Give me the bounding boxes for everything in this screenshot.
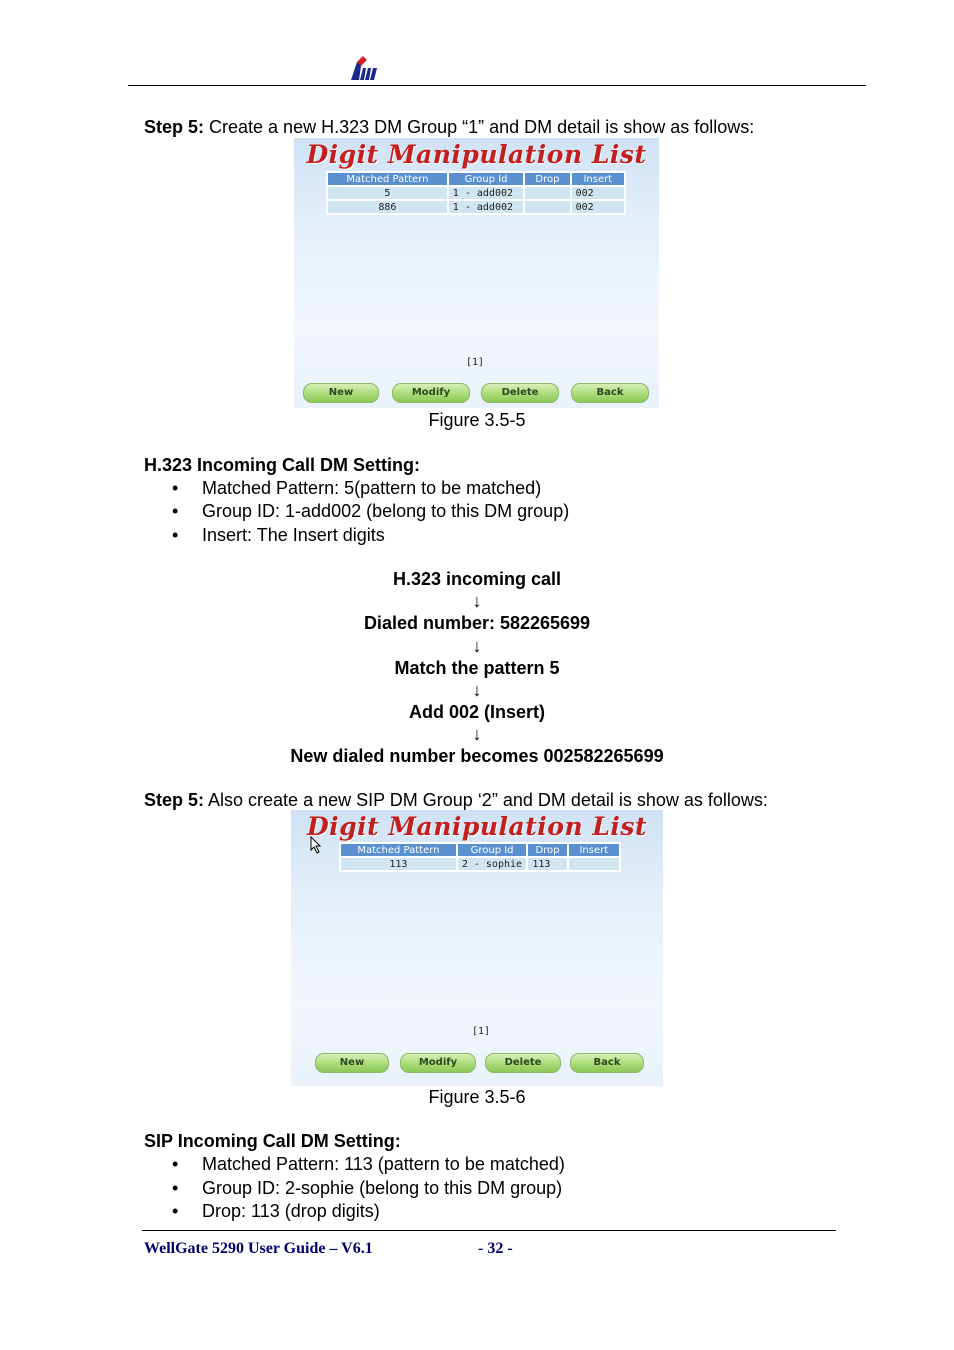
cell-matched-pattern[interactable]: 113 bbox=[340, 857, 457, 871]
list-item: • Insert: The Insert digits bbox=[172, 525, 385, 545]
table-header-row bbox=[327, 172, 625, 186]
col-group-id[interactable]: Group Id bbox=[448, 172, 525, 186]
header-rule bbox=[128, 85, 866, 86]
dm-list-screenshot-h323 bbox=[294, 138, 659, 408]
col-drop[interactable]: Drop bbox=[524, 172, 570, 186]
col-group-id[interactable]: Group Id bbox=[457, 843, 528, 857]
list-item: • Matched Pattern: 113 (pattern to be matched) bbox=[172, 1154, 565, 1174]
down-arrow-icon: ↓ bbox=[472, 680, 482, 700]
figure-caption: Figure 3.5-6 bbox=[428, 1087, 526, 1107]
step5-intro-h323 bbox=[144, 116, 754, 138]
flow-step: Add 002 (Insert) bbox=[408, 702, 546, 722]
table-header-row bbox=[340, 843, 620, 857]
new-button[interactable]: New bbox=[303, 383, 379, 403]
col-matched-pattern[interactable]: Matched Pattern bbox=[340, 843, 457, 857]
cell-matched-pattern[interactable]: 5 bbox=[327, 186, 448, 200]
cell-group-id[interactable]: 1 - add002 bbox=[448, 200, 525, 214]
col-insert[interactable]: Insert bbox=[571, 172, 625, 186]
pagination[interactable]: [1] bbox=[466, 357, 485, 368]
dm-table bbox=[339, 842, 621, 872]
cell-drop[interactable] bbox=[524, 200, 570, 214]
footer-rule bbox=[142, 1230, 836, 1231]
col-insert[interactable]: Insert bbox=[568, 843, 620, 857]
flow-step: Dialed number: 582265699 bbox=[363, 613, 591, 633]
list-item: • Group ID: 1-add002 (belong to this DM group) bbox=[172, 501, 570, 521]
table-row[interactable] bbox=[340, 857, 620, 871]
table-row[interactable] bbox=[327, 186, 625, 200]
dm-list-screenshot-sip bbox=[291, 810, 663, 1086]
footer-guide-title: WellGate 5290 User Guide – V6.1 bbox=[144, 1240, 373, 1257]
flow-step: Match the pattern 5 bbox=[394, 658, 560, 678]
list-item: • Group ID: 2-sophie (belong to this DM group) bbox=[172, 1178, 563, 1198]
section-heading-h323: H.323 Incoming Call DM Setting: bbox=[144, 455, 421, 475]
page-number: - 32 - bbox=[478, 1240, 513, 1257]
pagination[interactable]: [1] bbox=[472, 1026, 491, 1037]
cell-drop[interactable] bbox=[524, 186, 570, 200]
step-text: Create a new H.323 DM Group “1” and DM detail is show as follows: bbox=[204, 117, 755, 137]
down-arrow-icon: ↓ bbox=[472, 636, 482, 656]
panel-title: Digit Manipulation List bbox=[306, 812, 648, 841]
cell-matched-pattern[interactable]: 886 bbox=[327, 200, 448, 214]
cell-group-id[interactable]: 1 - add002 bbox=[448, 186, 525, 200]
modify-button[interactable]: Modify bbox=[400, 1053, 476, 1073]
list-item: • Drop: 113 (drop digits) bbox=[172, 1201, 380, 1221]
flow-step: New dialed number becomes 002582265699 bbox=[290, 746, 664, 766]
cell-drop[interactable]: 113 bbox=[527, 857, 567, 871]
down-arrow-icon: ↓ bbox=[472, 724, 482, 744]
section-heading-sip: SIP Incoming Call DM Setting: bbox=[144, 1131, 401, 1151]
panel-title: Digit Manipulation List bbox=[306, 140, 647, 169]
down-arrow-icon: ↓ bbox=[472, 591, 482, 611]
cell-insert[interactable]: 002 bbox=[571, 186, 625, 200]
mouse-pointer-icon bbox=[310, 836, 322, 854]
delete-button[interactable]: Delete bbox=[485, 1053, 561, 1073]
company-logo-icon bbox=[349, 56, 379, 82]
step5-intro-sip bbox=[144, 789, 768, 811]
step-label: Step 5: bbox=[144, 117, 205, 137]
table-row[interactable] bbox=[327, 200, 625, 214]
list-item: • Matched Pattern: 5(pattern to be matched) bbox=[172, 478, 542, 498]
cell-insert[interactable] bbox=[568, 857, 620, 871]
cell-insert[interactable]: 002 bbox=[571, 200, 625, 214]
step-label: Step 5: bbox=[144, 790, 205, 810]
new-button[interactable]: New bbox=[315, 1053, 389, 1073]
flow-step: H.323 incoming call bbox=[392, 569, 562, 589]
step-text: Also create a new SIP DM Group ‘2” and DM detail is show as follows: bbox=[204, 790, 768, 810]
modify-button[interactable]: Modify bbox=[392, 383, 470, 403]
col-matched-pattern[interactable]: Matched Pattern bbox=[327, 172, 448, 186]
back-button[interactable]: Back bbox=[570, 1053, 644, 1073]
cell-group-id[interactable]: 2 - sophie bbox=[457, 857, 528, 871]
back-button[interactable]: Back bbox=[571, 383, 649, 403]
col-drop[interactable]: Drop bbox=[527, 843, 567, 857]
figure-caption: Figure 3.5-5 bbox=[428, 410, 526, 430]
delete-button[interactable]: Delete bbox=[481, 383, 559, 403]
dm-table bbox=[326, 171, 626, 215]
